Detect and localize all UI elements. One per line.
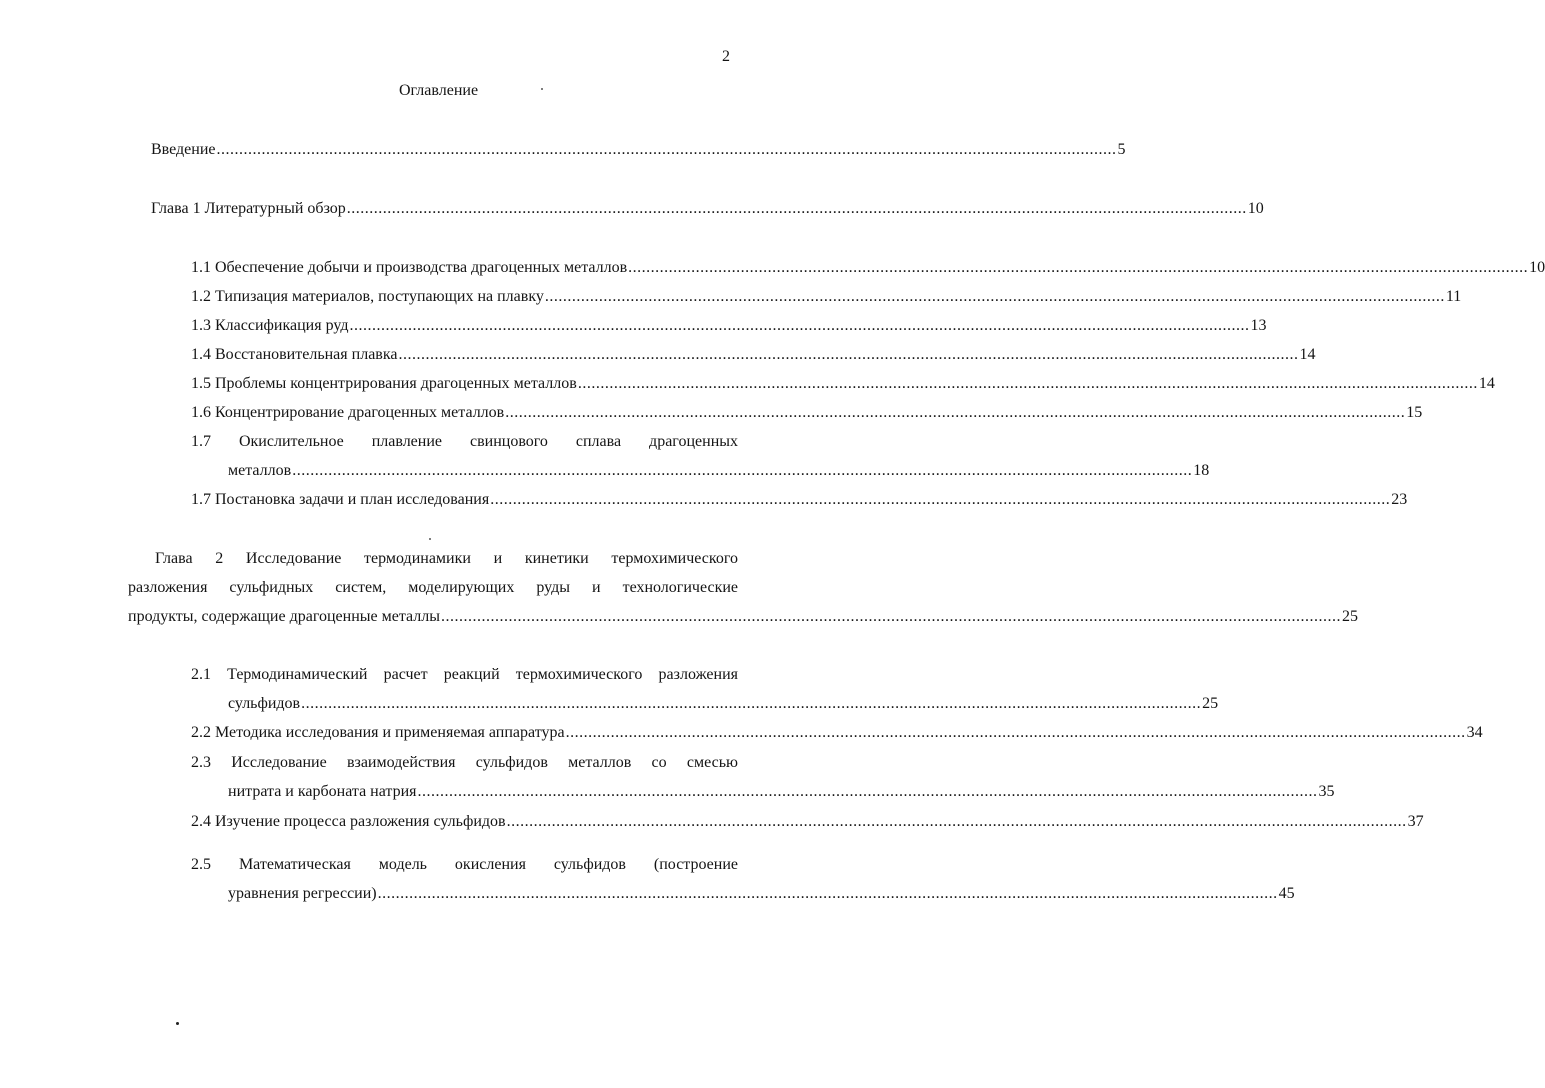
dot-leader: ........................................................................................................................................................................................................: [216, 141, 1117, 158]
toc-label: 2.2 Методика исследования и применяемая аппаратура: [191, 724, 565, 741]
toc-entry-section-line2: [228, 461, 1210, 481]
toc-label: 1.1 Обеспечение добычи и производства драгоценных металлов: [191, 259, 628, 276]
toc-page: 10: [1529, 259, 1545, 276]
toc-entry-section: [191, 287, 1462, 307]
toc-entry-section: [191, 258, 1545, 278]
toc-page: 35: [1318, 783, 1335, 800]
toc-page: 5: [1117, 141, 1126, 158]
toc-page: 11: [1445, 288, 1462, 305]
toc-entry-section: [191, 723, 1483, 743]
toc-page: 34: [1466, 724, 1483, 741]
toc-page: 14: [1299, 346, 1316, 363]
toc-entry-section: [191, 490, 1408, 510]
toc-label: Введение: [151, 141, 216, 158]
toc-label: Глава 1 Литературный обзор: [151, 200, 346, 217]
scan-speck: [541, 88, 543, 90]
toc-page: 23: [1391, 491, 1408, 508]
dot-leader: ........................................................................................................................................................................................................: [577, 375, 1478, 392]
toc-label: металлов: [228, 462, 292, 479]
toc-entry-section-line2: [228, 782, 1335, 802]
toc-entry-section-line2: [228, 884, 1295, 904]
toc-entry-chapter-2-line3: [128, 607, 1358, 627]
toc-page: 15: [1406, 404, 1423, 421]
toc-label: 1.4 Восстановительная плавка: [191, 346, 398, 363]
toc-entry-section-line1: 2.1 Термодинамический расчет реакций термохимического разложения: [191, 666, 738, 683]
page-title: Оглавление: [399, 82, 479, 99]
dot-leader: ........................................................................................................................................................................................................: [506, 813, 1407, 830]
toc-page: 10: [1247, 200, 1264, 217]
toc-label: 1.5 Проблемы концентрирования драгоценных металлов: [191, 375, 577, 392]
dot-leader: ........................................................................................................................................................................................................: [441, 608, 1341, 625]
dot-leader: ........................................................................................................................................................................................................: [301, 695, 1202, 712]
toc-entry-section-line1: 2.5 Математическая модель окисления сульфидов (построение: [191, 856, 738, 873]
scan-speck: [176, 1022, 179, 1025]
toc-page: 14: [1478, 375, 1495, 392]
toc-label: нитрата и карбоната натрия: [228, 783, 417, 800]
toc-entry-section-line1: 2.3 Исследование взаимодействия сульфидов металлов со смесью: [191, 754, 738, 771]
dot-leader: ........................................................................................................................................................................................................: [490, 491, 1391, 508]
toc-label: 1.3 Классификация руд: [191, 317, 349, 334]
toc-entry-section: [191, 345, 1316, 365]
toc-label: 1.6 Концентрирование драгоценных металлов: [191, 404, 505, 421]
toc-page: 25: [1342, 608, 1358, 625]
toc-entry-section-line1: 1.7 Окислительное плавление свинцового сплава драгоценных: [191, 433, 738, 450]
toc-label: продукты, содержащие драгоценные металлы: [128, 608, 440, 625]
toc-entry-intro: [151, 140, 1126, 160]
toc-entry-section: [191, 403, 1423, 423]
dot-leader: ........................................................................................................................................................................................................: [565, 724, 1466, 741]
toc-page: 13: [1250, 317, 1267, 334]
toc-label: 1.2 Типизация материалов, поступающих на плавку: [191, 288, 544, 305]
toc-entry-section: [191, 374, 1495, 394]
scan-speck: [429, 538, 431, 540]
toc-entry-chapter-2-line1: Глава 2 Исследование термодинамики и кинетики термохимического: [155, 550, 738, 567]
dot-leader: ........................................................................................................................................................................................................: [417, 783, 1318, 800]
toc-label: уравнения регрессии): [228, 885, 377, 902]
dot-leader: ........................................................................................................................................................................................................: [505, 404, 1406, 421]
toc-entry-section: [191, 812, 1424, 832]
dot-leader: ........................................................................................................................................................................................................: [292, 462, 1193, 479]
dot-leader: ........................................................................................................................................................................................................: [349, 317, 1250, 334]
page-number: 2: [722, 48, 730, 65]
toc-label: сульфидов: [228, 695, 301, 712]
toc-page: 25: [1202, 695, 1219, 712]
toc-entry-chapter-2-line2: разложения сульфидных систем, моделирующих руды и технологические: [128, 579, 738, 596]
toc-page: 18: [1193, 462, 1210, 479]
toc-entry-section-line2: [228, 694, 1219, 714]
toc-entry-section: [191, 316, 1267, 336]
toc-label: 1.7 Постановка задачи и план исследования: [191, 491, 490, 508]
toc-label: 2.4 Изучение процесса разложения сульфидов: [191, 813, 506, 830]
dot-leader: ........................................................................................................................................................................................................: [544, 288, 1445, 305]
toc-entry-chapter-1: [151, 199, 1264, 219]
dot-leader: ........................................................................................................................................................................................................: [628, 259, 1529, 276]
toc-page: 37: [1407, 813, 1424, 830]
dot-leader: ........................................................................................................................................................................................................: [346, 200, 1247, 217]
dot-leader: ........................................................................................................................................................................................................: [377, 885, 1278, 902]
toc-page: 45: [1278, 885, 1295, 902]
dot-leader: ........................................................................................................................................................................................................: [398, 346, 1299, 363]
